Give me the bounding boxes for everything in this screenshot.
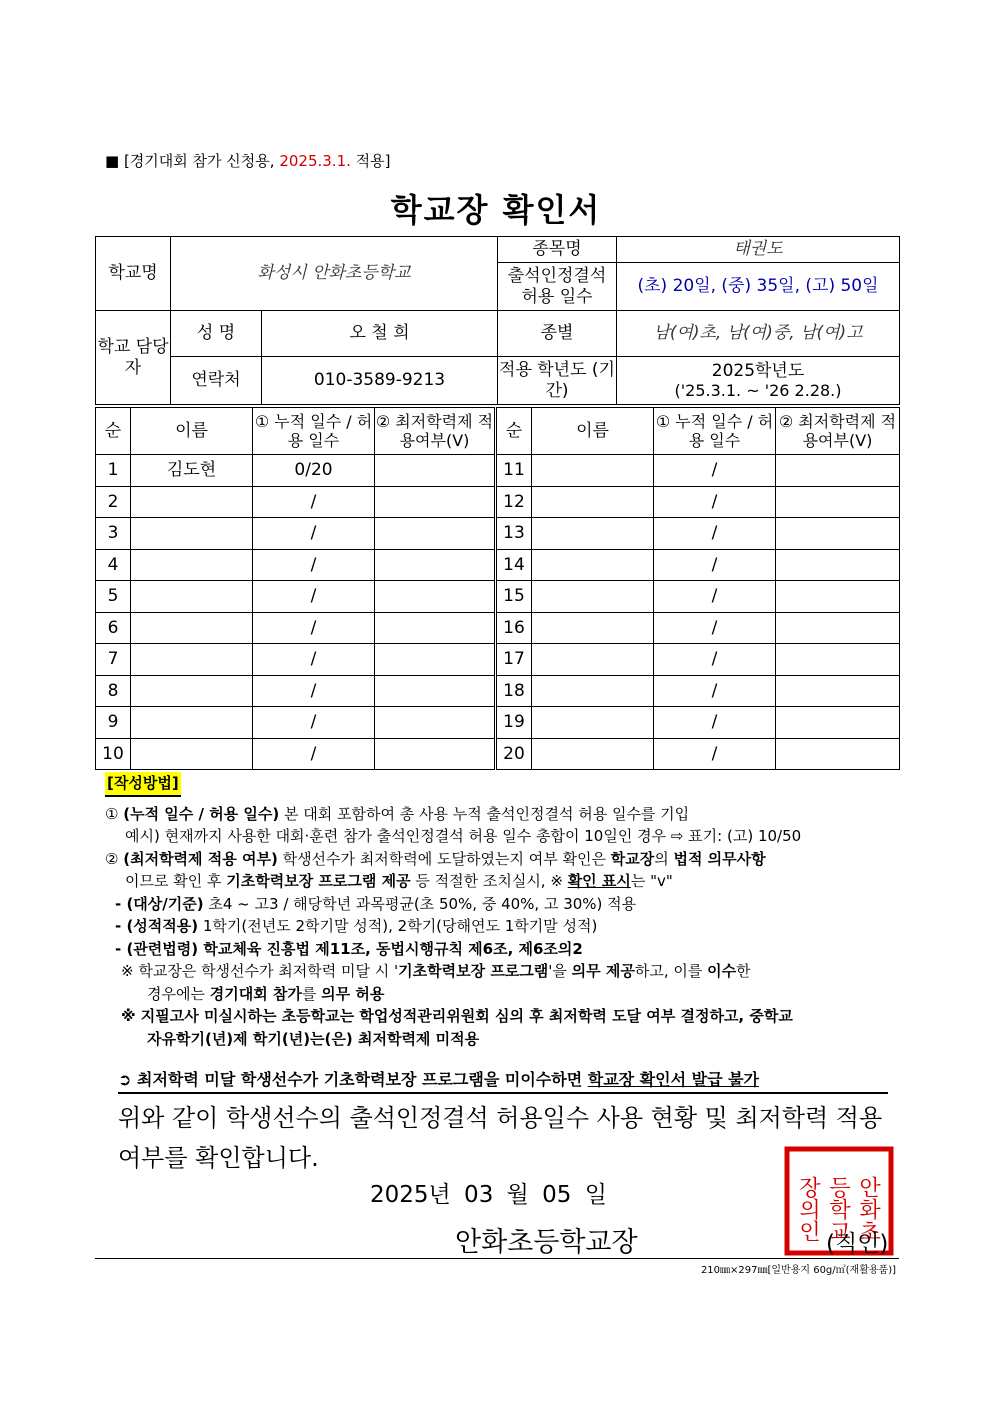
note2-text: ※ 지필고사 미실시하는 초등학교는 학업성적관리위원회 심의 후 최저학력 도달 여부 결정하고, 중학교 [121,1007,793,1025]
item2-text: 의 [654,849,674,868]
confirm-statement: 위와 같이 학생선수의 출석인정결석 허용일수 사용 현황 및 최저학력 적용 여부를 확인합니다. [118,1104,883,1172]
instructions [105,772,905,1050]
sub1-text: 초4 ~ 고3 / 해당학년 과목평균(초 50%, 중 40%, 고 30%) 적용 [203,894,637,913]
row-number: 1 [96,455,131,487]
arrow-box-icon: ➲ [118,1070,132,1089]
student-name [532,549,654,581]
form-header [105,150,391,171]
student-table [95,407,900,770]
student-name [532,581,654,613]
table-row [96,675,900,707]
student-name [532,675,654,707]
days-used: / [253,738,375,770]
item2-text: 등 적절한 조치실시, ※ [410,872,568,890]
row-number: 20 [496,738,532,770]
note2-text: 자유학기(년)제 학기(년)는(은) 최저학력제 미적용 [147,1029,480,1048]
note1-text: ※ 학교장은 학생선수가 최저학력 미달 시 ' [121,962,399,980]
note1-text: 한 [736,962,751,980]
days-used: / [253,486,375,518]
col-no: 순 [96,408,131,455]
student-name [532,707,654,739]
row-number: 18 [496,675,532,707]
student-name [532,644,654,676]
min-check [375,612,496,644]
col-min: ② 최저학력제 적용여부(V) [776,408,900,455]
contact-value: 010-3589-9213 [262,357,498,405]
row-number: 6 [96,612,131,644]
allowed-value: (초) 20일, (중) 35일, (고) 50일 [617,263,900,311]
sport-value: 태권도 [617,237,900,263]
row-number: 16 [496,612,532,644]
min-check [776,581,900,613]
item2-bold: 기초학력보장 프로그램 제공 [226,872,411,890]
row-number: 15 [496,581,532,613]
sub2-head: - (성적적용) [115,917,199,935]
row-number: 2 [96,486,131,518]
allowed-label: 출석인정결석 허용 일수 [498,263,617,311]
seal-glyphs: 안화초 [855,1176,881,1242]
warning-text: 최저학력 미달 학생선수가 기초학력보장 프로그램을 미이수하면 [136,1070,588,1089]
year-value: 2025학년도 [711,360,805,381]
min-check [776,738,900,770]
min-check [776,455,900,487]
sub2-text: 1학기(전년도 2학기말 성적), 2학기(당해연도 1학기말 성적) [198,917,598,935]
name-label: 성 명 [171,311,262,357]
sub3-head: - (관련법령) [115,939,199,958]
date-line: 2025년 03 월 05 일 [370,1182,607,1208]
min-check [375,581,496,613]
row-number: 8 [96,675,131,707]
row-number: 14 [496,549,532,581]
item2-text: 학생선수가 최저학력에 도달하였는지 여부 확인은 [277,849,611,868]
item2-bold: 법적 의무사항 [673,849,766,868]
year-label: 적용 학년도 (기간) [498,357,617,405]
days-used: / [253,581,375,613]
gender-value: 남(여)초, 남(여)중, 남(여)고 [617,311,900,357]
min-check [375,675,496,707]
item1-text: 본 대회 포함하여 총 사용 누적 출석인정결석 허용 일수를 기입 [279,804,690,823]
days-used: / [654,549,776,581]
student-name: 김도현 [131,455,253,487]
days-used: / [253,612,375,644]
student-name [131,581,253,613]
student-name [131,644,253,676]
student-name [131,707,253,739]
school-value: 화성시 안화초등학교 [171,237,498,311]
min-check [776,707,900,739]
student-name [131,738,253,770]
item2-bold: 학교장 [610,849,655,868]
header-date: 2025.3.1. [279,152,351,170]
row-number: 5 [96,581,131,613]
sub1-head: - (대상/기준) [115,894,204,913]
student-name [532,518,654,550]
contact-label: 연락처 [171,357,262,405]
school-label: 학교명 [96,237,171,311]
min-check [375,707,496,739]
item2-bold: 확인 표시 [567,872,631,890]
days-used: 0/20 [253,455,375,487]
note1-bold: 의무 제공 [571,962,635,980]
col-no: 순 [496,408,532,455]
days-used: / [253,707,375,739]
student-name [532,455,654,487]
warning-emphasis: 학교장 확인서 발급 불가 [587,1070,760,1089]
principal-name: 안화초등학교장 [455,1227,638,1258]
table-row [96,518,900,550]
seal-glyphs: 등학교 [825,1176,851,1242]
table-row [96,612,900,644]
item2-text: 이므로 확인 후 [125,872,227,890]
divider [95,1258,899,1259]
table-row [96,738,900,770]
note1-bold: 이수 [707,962,737,980]
min-check [375,738,496,770]
student-name [131,549,253,581]
note1-bold: 기초학력보장 프로그램 [398,962,549,980]
days-used: / [654,486,776,518]
item2-text: 는 "v" [630,872,673,890]
note1-text: '을 [548,962,572,980]
student-name [131,612,253,644]
note1-bold: 경기대회 참가 [209,984,302,1003]
row-number: 17 [496,644,532,676]
row-number: 3 [96,518,131,550]
item2-head: (최저학력제 적용 여부) [123,849,278,868]
row-number: 7 [96,644,131,676]
row-number: 11 [496,455,532,487]
min-check [375,644,496,676]
table-row [96,644,900,676]
student-name [532,738,654,770]
sport-label: 종목명 [498,237,617,263]
days-used: / [654,518,776,550]
item1-example: 예시) 현재까지 사용한 대회·훈련 참가 출석인정결석 허용 일수 총합이 10일인 경우 ⇨ 표기: (고) 10/50 [125,827,802,845]
table-row [96,581,900,613]
col-days: ① 누적 일수 / 허용 일수 [253,408,375,455]
days-used: / [654,644,776,676]
header-prefix: [경기대회 참가 신청용, [123,152,280,170]
note1-text: 하고, 이를 [634,962,708,980]
gender-label: 종별 [498,311,617,357]
col-days: ① 누적 일수 / 허용 일수 [654,408,776,455]
info-table [95,236,900,405]
seal-glyphs: 장의인 [795,1176,821,1242]
min-check [375,455,496,487]
min-check [375,549,496,581]
col-name: 이름 [131,408,253,455]
student-name [532,612,654,644]
min-check [776,675,900,707]
section-title: [작성방법] [105,772,181,797]
sub3-text: 학교체육 진흥법 제11조, 동법시행규칙 제6조, 제6조의2 [198,939,583,958]
manager-label: 학교 담당자 [96,311,171,405]
days-used: / [253,644,375,676]
student-name [131,486,253,518]
min-check [776,518,900,550]
name-value: 오 철 희 [262,311,498,357]
table-row [96,455,900,487]
year-period: ('25.3.1. ~ '26 2.28.) [674,381,842,401]
seal-label: (직인) [826,1231,889,1257]
days-used: / [654,707,776,739]
header-suffix: 적용] [350,152,391,170]
warning-line [118,1067,888,1094]
table-row [96,707,900,739]
days-used: / [654,455,776,487]
table-row [96,549,900,581]
row-number: 12 [496,486,532,518]
col-min: ② 최저학력제 적용여부(V) [375,408,496,455]
row-number: 9 [96,707,131,739]
item2-mark: ② [105,849,119,868]
note1-text: 경우에는 [147,984,210,1003]
student-name [532,486,654,518]
paper-spec: 210㎜×297㎜[일반용지 60g/㎡(재활용품)] [700,1265,896,1276]
note1-bold: 의무 허용 [321,984,385,1003]
min-check [375,486,496,518]
days-used: / [253,518,375,550]
note1-text: 를 [301,984,322,1003]
days-used: / [654,675,776,707]
row-number: 19 [496,707,532,739]
col-name: 이름 [532,408,654,455]
student-name [131,675,253,707]
row-number: 10 [96,738,131,770]
days-used: / [654,612,776,644]
days-used: / [654,581,776,613]
min-check [776,549,900,581]
days-used: / [253,549,375,581]
row-number: 13 [496,518,532,550]
min-check [776,486,900,518]
year-cell [617,357,900,405]
student-name [131,518,253,550]
item1-head: (누적 일수 / 허용 일수) [123,804,280,823]
square-icon: ■ [105,152,120,170]
page-title: 학교장 확인서 [390,191,602,229]
days-used: / [253,675,375,707]
min-check [776,644,900,676]
days-used: / [654,738,776,770]
item1-mark: ① [105,804,119,823]
table-row [96,486,900,518]
min-check [375,518,496,550]
min-check [776,612,900,644]
row-number: 4 [96,549,131,581]
